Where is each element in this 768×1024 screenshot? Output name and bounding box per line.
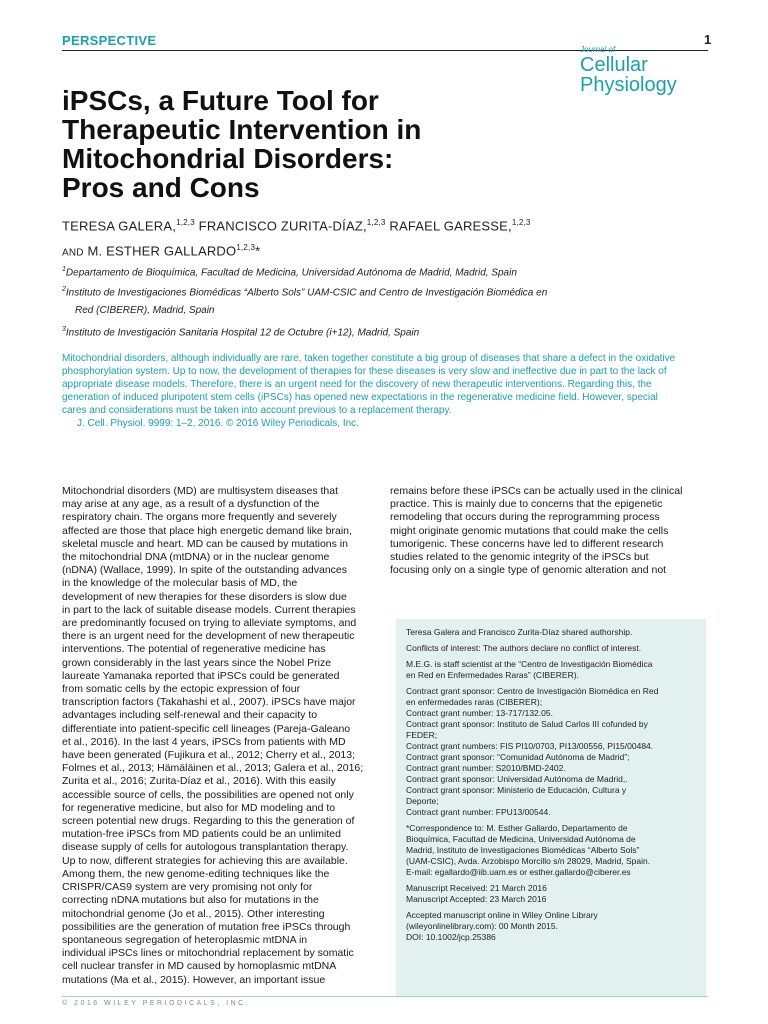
- title-line: iPSCs, a Future Tool for: [62, 85, 379, 116]
- body-text-line: disease supply of cells for autologous transplantation therapy.: [62, 841, 349, 854]
- affiliation-text: Departamento de Bioquímica, Facultad de Medicina, Universidad Autónoma de Madrid, Madrid, Spain: [65, 267, 517, 279]
- body-text-line: tumorigenic. These concerns have led to different research: [390, 537, 664, 550]
- body-text-line: skeletal muscle and heart. MD can be caused by mutations in: [62, 537, 348, 550]
- body-text-line: might originate genomic mutations that could make the cells: [390, 524, 669, 537]
- body-text-line: mutation-free iPSCs from MD patients could be an unlimited: [62, 828, 341, 841]
- journal-logo-small: Journal of: [580, 45, 616, 54]
- body-text-line: development of new therapies for these disorders is slow due: [62, 590, 347, 603]
- info-line: (UAM-CSIC), Avda. Arzobispo Morcillo s/n 28029, Madrid, Spain.: [406, 856, 651, 866]
- author-name: M. ESTHER GALLARDO: [87, 243, 237, 259]
- info-line: Deporte;: [406, 796, 439, 806]
- info-line: Contract grant sponsor: Universidad Autónoma de Madrid,.: [406, 774, 628, 784]
- body-text-line: mitochondrial genome (Jo et al., 2015). Other interesting: [62, 907, 325, 920]
- body-text-line: correcting nDNA mutations but also for mutations in the: [62, 894, 319, 907]
- affiliation-num: 3: [62, 326, 66, 333]
- body-text-line: from somatic cells by the ectopic expression of four: [62, 683, 301, 696]
- info-line: (wileyonlinelibrary.com): 00 Month 2015.: [406, 921, 558, 931]
- body-text-line: laureate Yamanaka reported that iPSCs could be generated: [62, 669, 340, 682]
- info-line: Contract grant number: FPU13/00544.: [406, 807, 551, 817]
- affiliation-text: Instituto de Investigación Sanitaria Hospital 12 de Octubre (i+12), Madrid, Spain: [65, 327, 420, 339]
- body-text-line: affected are those that place high energetic demand like brain,: [62, 524, 352, 537]
- paper-title: [62, 86, 532, 202]
- abstract-line: Mitochondrial disorders, although individually are rare, taken together constitute a big group of diseases that share a defect in the oxidative: [62, 353, 676, 364]
- author-affil: 1,2,3: [176, 218, 195, 227]
- info-line: Madrid, Instituto de Investigaciones Biomédicas “Alberto Sols”: [406, 845, 640, 855]
- info-line: Accepted manuscript online in Wiley Online Library: [406, 910, 598, 920]
- info-line: Contract grant sponsor: Ministerio de Educación, Cultura y: [406, 785, 627, 795]
- abstract-line: phosphorylation system. Up to now, the development of therapies for these diseases is very slow and ineffective due in part to the lack of: [62, 366, 667, 377]
- author-list: [62, 212, 702, 265]
- citation: J. Cell. Physiol. 9999: 1–2, 2016. © 2016 Wiley Periodicals, Inc.: [77, 418, 359, 429]
- affiliation-text: Instituto de Investigaciones Biomédicas “Alberto Sols” UAM-CSIC and Centro de Investigación Biomédica en: [65, 287, 548, 299]
- body-column-left: [62, 485, 372, 987]
- section-label: PERSPECTIVE: [62, 33, 157, 48]
- footer-rule: [62, 996, 708, 997]
- affiliation: [62, 262, 662, 281]
- affiliation-num: 2: [62, 286, 66, 293]
- footer-copyright: © 2016 WILEY PERIODICALS, INC.: [62, 1000, 251, 1007]
- body-text-line: remodeling that occurs during the reprogramming process: [390, 511, 660, 524]
- info-line: Contract grant numbers: FIS PI10/0703, PI13/00556, PI15/00484.: [406, 741, 654, 751]
- affiliation-text: Red (CIBERER), Madrid, Spain: [75, 305, 215, 317]
- body-text-line: in the knowledge of the molecular basis of MD, the: [62, 577, 298, 590]
- author-and: AND: [62, 247, 84, 259]
- author-name: TERESA GALERA,: [62, 218, 177, 234]
- info-line: Contract grant number: S2010/BMD-2402.: [406, 763, 566, 773]
- body-text-line: CRISPR/CAS9 system are very promising not only for: [62, 881, 313, 894]
- body-text-line: in part to the lack of suitable disease models. Current therapies: [62, 603, 356, 616]
- author-name: RAFAEL GARESSE,: [389, 218, 512, 234]
- abstract-line: cares and considerations must be taken into account previous to a replacement therapy.: [62, 405, 452, 416]
- body-text-line: studies related to the genomic integrity of the iPSCs but: [390, 551, 649, 564]
- author-name: FRANCISCO ZURITA-DÍAZ,: [198, 218, 367, 234]
- affiliation-num: 1: [62, 266, 66, 273]
- body-text-line: cell nuclear transfer in MD caused by homoplasmic mtDNA: [62, 960, 337, 973]
- body-text-line: may arise at any age, as a result of a dysfunction of the: [62, 498, 320, 511]
- author-affil: 1,2,3: [511, 218, 531, 227]
- body-text-line: transcription factors (Takahashi et al., 2007). iPSCs have major: [62, 696, 356, 709]
- body-text-line: there is an urgent need for the development of new therapeutic: [62, 630, 355, 643]
- body-text-line: Among them, the new genome-editing techniques like the: [62, 867, 330, 880]
- abstract: [62, 352, 708, 417]
- info-line: E-mail: egallardo@iib.uam.es or esther.gallardo@ciberer.es: [406, 867, 631, 877]
- info-line: *Correspondence to: M. Esther Gallardo, Departamento de: [406, 823, 628, 833]
- info-paragraph: [406, 686, 696, 818]
- corresponding-star: *: [255, 243, 261, 259]
- body-text-line: (nDNA) (Wallace, 1999). In spite of the outstanding advances: [62, 564, 348, 577]
- affiliation: [62, 282, 662, 319]
- body-text-line: for regenerative medicine, but also for MD modeling and to: [62, 801, 336, 814]
- info-paragraph: [406, 883, 696, 905]
- body-text-line: accessible source of cells, the possibilities are opened not only: [62, 788, 354, 801]
- info-line: Conflicts of interest: The authors declare no conflict of interest.: [406, 643, 642, 653]
- body-text-line: Mitochondrial disorders (MD) are multisystem diseases that: [62, 485, 339, 497]
- body-text-line: the mitochondrial DNA (mtDNA) or in the nuclear genome: [62, 551, 330, 564]
- body-text-line: individual iPSCs lines or mitochondrial replacement by somatic: [62, 947, 354, 960]
- abstract-line: generation of induced pluripotent stem cells (iPSCs) has opened new expectations in the regenerative medicine field. However, special: [62, 392, 658, 403]
- info-line: DOI: 10.1002/jcp.25386: [406, 932, 496, 942]
- title-line: Therapeutic Intervention in: [62, 114, 422, 145]
- title-line: Mitochondrial Disorders:: [62, 143, 394, 174]
- info-line: Contract grant number: 13-717/132.05.: [406, 708, 553, 718]
- author-affil: 1,2,3: [236, 243, 256, 253]
- author-affil: 1,2,3: [366, 218, 386, 227]
- journal-logo-line1: Cellular: [580, 54, 648, 76]
- journal-logo-line2: Physiology: [580, 74, 677, 96]
- body-text-line: focusing only on a single type of genomic alteration and not: [390, 564, 667, 577]
- page-number: 1: [704, 32, 712, 47]
- info-line: Teresa Galera and Francisco Zurita-Díaz shared authorship.: [406, 627, 633, 637]
- info-paragraph: [406, 659, 696, 681]
- journal-logo: [570, 45, 688, 101]
- body-text-line: have been generated (Fujikura et al., 2012; Cherry et al., 2013;: [62, 749, 356, 762]
- body-text-line: differentiate into patient-specific cell lineages (Pareja-Galeano: [62, 722, 351, 735]
- abstract-line: appropriate disease models. Therefore, there is an urgent need for the discovery of new therapeutic interventions. Regarding this, the: [62, 379, 652, 390]
- info-paragraph: [406, 643, 696, 654]
- info-line: en Red en Enfermedades Raras” (CIBERER).: [406, 670, 579, 680]
- body-text-line: remains before these iPSCs can be actually used in the clinical: [390, 485, 683, 497]
- info-paragraph: [406, 627, 696, 638]
- title-line: Pros and Cons: [62, 172, 260, 203]
- article-info-box: [396, 619, 706, 996]
- body-text-line: grown considerably in the last years since the Nobel Prize: [62, 656, 332, 669]
- body-column-right: [390, 485, 700, 577]
- body-text-line: screen potential new drugs. Regarding to this the generation of: [62, 815, 355, 828]
- body-text-line: are predominantly focused on trying to alleviate symptoms, and: [62, 617, 357, 630]
- body-text-line: mutations (Ma et al., 2015). However, an important issue: [62, 973, 326, 986]
- info-line: FEDER;: [406, 730, 438, 740]
- info-line: Contract grant sponsor: “Comunidad Autónoma de Madrid”;: [406, 752, 630, 762]
- info-box-content: [406, 627, 696, 948]
- info-paragraph: [406, 823, 696, 878]
- info-line: Manuscript Received: 21 March 2016: [406, 883, 547, 893]
- info-paragraph: [406, 910, 696, 943]
- body-text-line: respiratory chain. The organs more frequently and severely: [62, 511, 337, 524]
- body-text-line: spontaneous segregation of heteroplasmic mtDNA in: [62, 933, 308, 946]
- info-line: Bioquímica, Facultad de Medicina, Universidad Autónoma de: [406, 834, 636, 844]
- body-text-line: practice. This is mainly due to concerns that the epigenetic: [390, 498, 663, 511]
- affiliation: [62, 322, 662, 341]
- info-line: M.E.G. is staff scientist at the “Centro de Investigación Biomédica: [406, 659, 653, 669]
- body-text-line: interventions. The potential of regenerative medicine has: [62, 643, 326, 656]
- body-text-line: advantages including self-renewal and their capacity to: [62, 709, 318, 722]
- body-text-line: Up to now, different strategies for achieving this are available.: [62, 854, 348, 867]
- info-line: en enfermedades raras (CIBERER);: [406, 697, 543, 707]
- info-line: Contract grant sponsor: Instituto de Salud Carlos III cofunded by: [406, 719, 648, 729]
- info-line: Manuscript Accepted: 23 March 2016: [406, 894, 547, 904]
- body-text-line: Folmes et al., 2013; Hämäläinen et al., 2013; Galera et al., 2016;: [62, 762, 364, 775]
- info-line: Contract grant sponsor: Centro de Investigación Biomédica en Red: [406, 686, 659, 696]
- body-text-line: Zurita et al., 2016; Zurita-Díaz et al., 2016). With this easily: [62, 775, 336, 788]
- body-text-line: possibilities are the generation of mutation free iPSCs through: [62, 920, 351, 933]
- body-text-line: et al., 2016). In the last 4 years, iPSCs from patients with MD: [62, 735, 346, 748]
